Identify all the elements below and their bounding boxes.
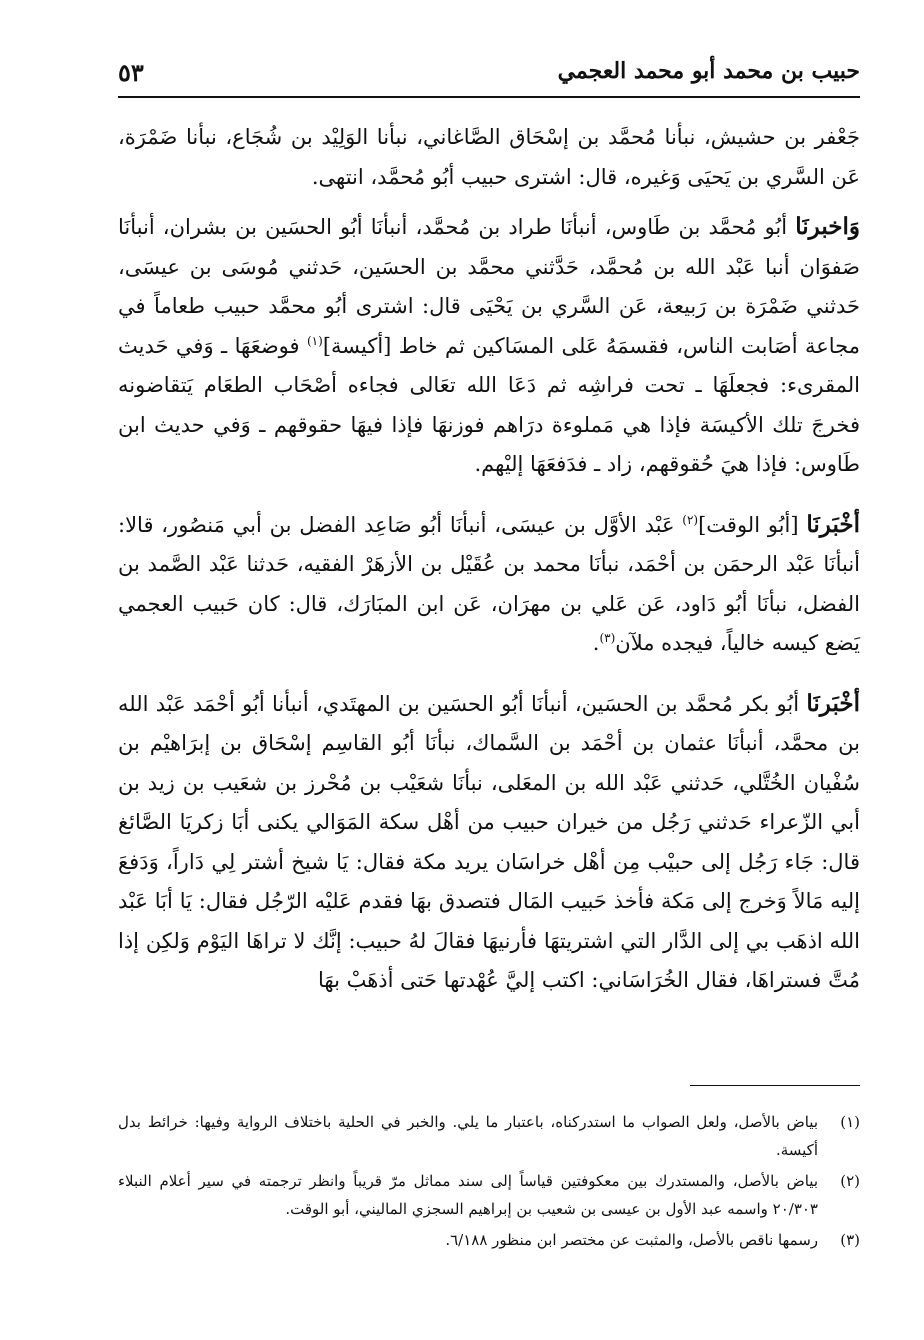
paragraph-4	[118, 684, 860, 1001]
paragraph-3-lead: أخْبَرنَا	[806, 510, 860, 538]
paragraph-3-tail: عَبْد الأوَّل بن عيسَى، أنبأنَا أبُو صَاعِد الفضل بن أبي مَنصُور، قالا: أنبأنَا عَبْد الرحمَن بن أحْمَد، نبأنَا محمد بن عُقَيْل بن الأزهَرْ الفقيه، حَدثنا عَبْد الصَّمد بن الفضل، نبأنَا أبُو دَاود، عَن عَلي بن مهرَان، عَن ابن المبَارَك، قال: كان حَبيب العجمي يَضع كيسه خالياً، فيجده ملآن	[118, 512, 860, 655]
paragraph-2-lead: وَاخبرنَا	[795, 213, 860, 240]
footnote-1	[118, 1108, 860, 1164]
footnote-2-number: (٢)	[840, 1172, 860, 1190]
footnote-2	[118, 1167, 860, 1223]
footnotes	[118, 1108, 860, 1257]
footnote-2-text: بياض بالأصل، والمستدرك بين معكوفتين قياساً إلى سند مماثل مرّ قريباً وانظر ترجمته في سير أعلام النبلاء ٢٠/٣٠٣ واسمه عبد الأول بن عيسى بن شعيب بن إبراهيم السجزي الماليني، أبو الوقت.	[118, 1172, 818, 1218]
footnote-3-text: رسمها ناقص بالأصل، والمثبت عن مختصر ابن منظور ٦/١٨٨.	[445, 1231, 818, 1249]
footnote-3-number: (٣)	[840, 1231, 860, 1249]
paragraph-2-text: أبُو مُحمَّد بن طَاوس، أنبأنَا طراد بن مُحمَّد، أنبأنَا أبُو الحسَين بن بشران، أنبأنَا صَفوَان أنبا عَبْد الله بن مُحمَّد، حَدَّثني محمَّد بن الحسَين، حَدثني مُوسَى بن عيسَى، حَدثني ضَمْرَة بن رَبيعة، عَن السَّري بن يَحْيَى قال: اشترى أبُو محمَّد حبيب طعاماً في مجاعة أصَابت الناس، فقسمَهُ عَلى المسَاكين ثم خاط [أكيسة]	[118, 215, 860, 358]
paragraph-4-text: أبُو بكر مُحمَّد بن الحسَين، أنبأنَا أبُو الحسَين بن المهتَدي، أنبأنا أبُو أحْمَد عَبْد الله بن محمَّد، أنبأنَا عثمان بن أحْمَد بن السَّماك، نبأنَا أبُو القاسِم إسْحَاق بن إبرَاهيْم بن سُفْيان الخُتَّلي، حَدثني عَبْد الله بن المعَلى، نبأنَا شعَيْب بن مُحْرز بن شعَيب بن زيد بن أبي الزّعراء حَدثني رَجُل من خيران حبيب من أهْل سكة المَوَالي يكنى أبَا زكريَا الصَّائغ قال: جَاء رَجُل إلى حبيْب مِن أهْل خراسَان يريد مكة فقال: يَا شيخ أشتر لِي دَاراً، وَدَفعَ إليه مَالاً وَخرج إلى مَكة فأخذ حَبيب المَال فتصدق بهَا فقدم عَليْه الرّجُل فقال: يَا أبَا عَبْد الله اذهَب بي إلى الدَّار التي اشتريتهَا فأرنيهَا فقالَ لهُ حبيب: إنَّك لا تراهَا اليَوْم وَلكِن إذا مُتَّ فستراهَا، فقال الخُرَاسَاني: اكتب إليَّ عُهْدتها حَتى أذهَبْ بهَا	[118, 691, 860, 992]
footnote-divider	[690, 1085, 860, 1086]
paragraph-3-text: [أبُو الوقت]	[698, 512, 807, 537]
paragraph-3-end: .	[592, 631, 600, 655]
paragraph-1-text: جَعْفر بن حشيش، نبأنا مُحمَّد بن إسْحَاق الصَّاغاني، نبأنا الوَلِيْد بن شُجَاع، نبأنا ضَمْرَة، عَن السَّري بن يَحيَى وَغيره، قال: اشترى حبيب أبُو مُحمَّد، انتهى.	[118, 125, 860, 189]
paragraph-4-lead: أخْبَرنَا	[806, 689, 860, 717]
footnote-ref-2: (٢)	[682, 512, 699, 527]
paragraph-2	[118, 207, 860, 485]
footnote-ref-1: (١)	[306, 333, 323, 348]
main-text	[118, 118, 860, 1001]
footnote-ref-3: (٣)	[599, 631, 616, 645]
paragraph-1	[118, 118, 860, 197]
footnote-3	[118, 1226, 860, 1254]
running-title: حبيب بن محمد أبو محمد العجمي	[557, 58, 860, 84]
page-number: ٥٣	[118, 58, 144, 87]
paragraph-2-tail: فوضعَهَا ـ وَفي حَديث المقرىء: فجعلَهَا ـ تحت فراشِه ثم دَعَا الله تعَالى فجاءه أصْحَاب الطعَام يَتقاضونه فخرجَ تلك الأكيسَة فإذا هي مَملوءة درَاهم فوزنهَا فإذا فيهَا حقوقهم ـ وَفي حديث ابن طَاوس: فإذا هيَ حُقوقهم، زاد ـ فدَفعَهَا إليْهم.	[118, 333, 860, 476]
paragraph-3	[118, 505, 860, 664]
footnote-1-number: (١)	[840, 1113, 860, 1131]
footnote-1-text: بياض بالأصل، ولعل الصواب ما استدركناه، باعتبار ما يلي. والخبر في الحلية باختلاف الرواية وفيها: خرائط بدل أكيسة.	[118, 1113, 818, 1159]
page-header	[118, 52, 860, 98]
